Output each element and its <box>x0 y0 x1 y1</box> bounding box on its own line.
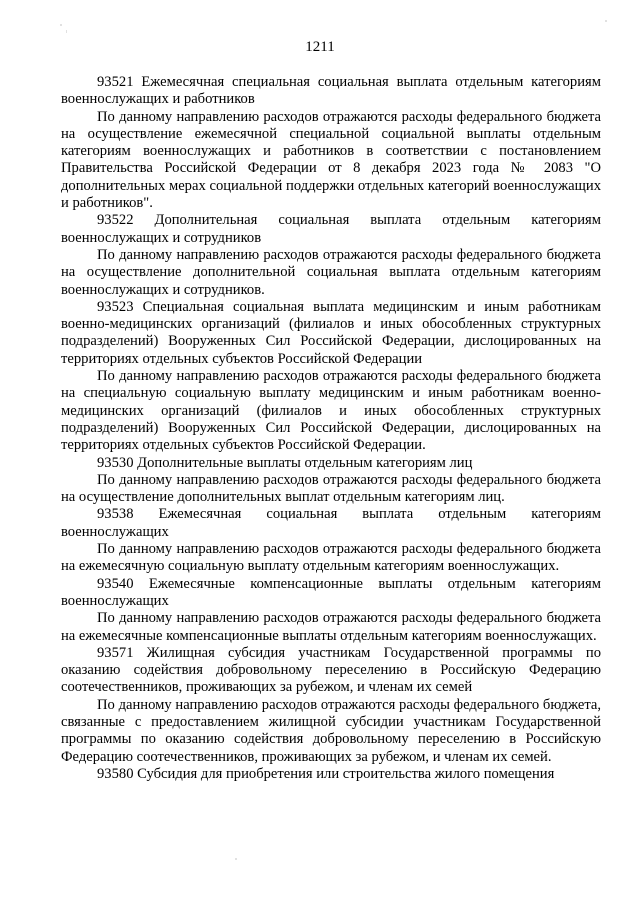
expense-code-heading: 93530 Дополнительные выплаты отдельным категориям лиц <box>97 454 473 471</box>
expense-description: По данному направлению расходов отражаются расходы федерального бюджета на осуществление дополнительных выплат отдельным категориям лиц. <box>61 471 601 506</box>
expense-description: По данному направлению расходов отражаются расходы федерального бюджета на осуществление дополнительной социальная выплата отдельным категориям военнослужащих и сотрудников. <box>61 246 601 298</box>
scan-noise <box>60 24 62 26</box>
expense-code-heading: 93580 Субсидия для приобретения или строительства жилого помещения <box>97 765 555 782</box>
expense-description: По данному направлению расходов отражаются расходы федерального бюджета на ежемесячные компенсационные выплаты отдельным категориям военнослужащих. <box>61 610 601 644</box>
expense-description: По данному направлению расходов отражаются расходы федерального бюджета, связанные с предоставлением жилищной субсидии участникам Государственной программы по оказанию содействия добровольному переселению в Российскую Федерацию соотечественников, проживающих за рубежом, и членам их семей. <box>61 696 601 765</box>
scan-noise <box>235 858 237 860</box>
expense-description: По данному направлению расходов отражаются расходы федерального бюджета на специальную социальную выплату медицинским и иным работникам военно-медицинских организаций (филиалов и иных обособленных структурных подразделений) Вооруженных Сил Российской Федерации, дислоцированных на территориях отдельных субъектов Российской Федерации. <box>61 368 601 454</box>
expense-description: По данному направлению расходов отражаются расходы федерального бюджета на осуществление ежемесячной специальной социальной выплаты отдельным категориям военнослужащих и работников в соответствии с постановлением Правительства Российской Федерации от 8 декабря 2023 года № 2083 "О дополнительных мерах социальной поддержки отдельных категорий военнослужащих и работников". <box>61 108 601 212</box>
expense-code-heading: 93523 Специальная социальная выплата медицинским и иным работникам военно-медицинских организаций (филиалов и иных обособленных структурных подразделений) Вооруженных Сил Российской Федерации, дислоцированных на территориях отдельных субъектов Российской Федерации <box>61 298 601 367</box>
expense-code-heading: 93571 Жилищная субсидия участникам Государственной программы по оказанию содействия добровольному переселению в Российскую Федерацию соотечественников, проживающих за рубежом, и членам их семей <box>61 644 601 696</box>
page-number: 1211 <box>305 39 335 55</box>
scan-noise <box>605 20 607 22</box>
expense-code-heading: 93540 Ежемесячные компенсационные выплаты отдельным категориям военнослужащих <box>61 575 601 609</box>
expense-description: По данному направлению расходов отражаются расходы федерального бюджета на ежемесячную социальную выплату отдельным категориям военнослужащих. <box>61 541 601 575</box>
expense-code-heading: 93522 Дополнительная социальная выплата отдельным категориям военнослужащих и сотрудников <box>61 212 601 246</box>
scan-noise <box>66 30 67 33</box>
expense-code-heading: 93538 Ежемесячная социальная выплата отдельным категориям военнослужащих <box>61 506 601 540</box>
expense-code-heading: 93521 Ежемесячная специальная социальная выплата отдельным категориям военнослужащих и работников <box>61 74 601 108</box>
document-body <box>61 74 601 783</box>
